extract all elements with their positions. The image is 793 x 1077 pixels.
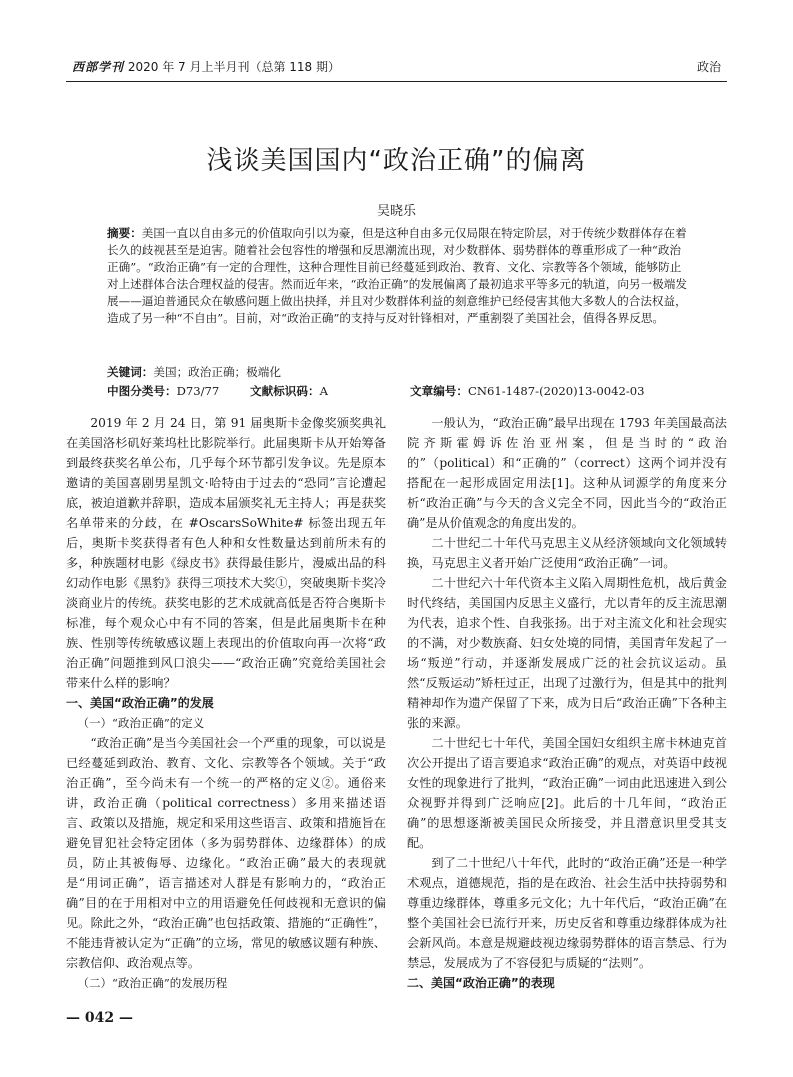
- paragraph: 一般认为，“政治正确”最早出现在 1793 年美国最高法院齐斯霍姆诉佐治亚州案，但是当时的“政治的”（political）和“正确的”（correct）这两个词并没有搭配在一起形成固定用法[1]。这种从词源学的角度来分析“政治正确”与今天的含义完全不同，因此当今的“政治正确”是从价值观念的角度出发的。: [407, 416, 727, 530]
- paragraph: 二十世纪二十年代马克思主义从经济领域向文化领域转换，马克思主义者开始广泛使用“政治正确”一词。: [407, 536, 727, 570]
- paragraph: “政治正确”是当今美国社会一个严重的现象，可以说是已经蔓延到政治、教育、文化、宗教等各个领域。关于“政治正确”，至今尚未有一个统一的严格的定义②。通俗来讲，政治正确（political correctness）多用来描述语言、政策以及措施，规定和采用这些语言、政策和措施旨在避免冒犯社会特定团体（多为弱势群体、边缘群体）的成员，防止其被侮辱、边缘化。“政治正确”最大的表现就是“用词正确”，语言描述对人群是有影响力的，“政治正确”目的在于用相对中立的用语避免任何歧视和无意识的偏见。除此之外，“政治正确”也包括政策、措施的“正确性”，不能违背被认定为“正确”的立场，常见的敏感议题有种族、宗教信仰、政治观点等。: [66, 736, 386, 970]
- subsection-heading: （一）“政治正确”的定义: [77, 716, 205, 730]
- keywords: [107, 364, 281, 380]
- section-label: 政治: [696, 60, 721, 74]
- paragraph: 二十世纪六十年代资本主义陷入周期性危机，战后黄金时代终结，美国国内反思主义盛行，尤以青年的反主流思潮为代表，追求个性、自我张扬。出于对主流文化和社会现实的不满，对少数族裔、妇女处境的同情，美国青年发起了一场“叛逆”行动，并逐渐发展成广泛的社会抗议运动。虽然“反叛运动”矫枉过正，出现了过激行为，但是其中的批判精神却作为遗产保留了下来，成为日后“政治正确”下各种主张的来源。: [407, 576, 727, 730]
- page-number: — 042 —: [66, 1010, 133, 1026]
- clc: [107, 383, 219, 399]
- journal-issue: 2020 年 7 月上半月刊（总第 118 期）: [127, 60, 340, 74]
- paragraph: 2019 年 2 月 24 日，第 91 届奥斯卡金像奖颁奖典礼在美国洛杉矶好莱坞杜比影院举行。此届奥斯卡从开始筹备到最终获奖名单公布，几乎每个环节都引发争议。先是原本邀请的美国喜剧男星凯文·哈特由于过去的“恐同”言论遭起底，被迫道歉并辞职，造成本届颁奖礼无主持人；再是获奖名单带来的分歧，在 #OscarsSoWhite# 标签出现五年后，奥斯卡奖获得者有色人种和女性数量达到前所未有的多，种族题材电影《绿皮书》获得最佳影片，漫威出品的科幻动作电影《黑豹》获得三项技术大奖①，突破奥斯卡奖冷淡商业片的传统。获奖电影的艺术成就高低是否符合奥斯卡标准，每个观众心中有不同的答案，但是此届奥斯卡在种族、性别等传统敏感议题上表现出的价值取向再一次将“政治正确”问题推到风口浪尖——“政治正确”究竟给美国社会带来什么样的影响？: [66, 416, 386, 690]
- paragraph: 到了二十世纪八十年代，此时的“政治正确”还是一种学术观点，道德规范，指的是在政治、社会生活中扶持弱势和尊重边缘群体，尊重多元文化；九十年代后，“政治正确”在整个美国社会已流行开来，历史反省和尊重边缘群体成为社会新风尚。本意是规避歧视边缘弱势群体的语言禁忌、行为禁忌，发展成为了不容侵犯与质疑的“法则”。: [407, 856, 727, 970]
- section-heading: 二、美国“政治正确”的表现: [407, 976, 555, 990]
- abstract: [107, 225, 687, 327]
- article-author: 吴晓乐: [376, 204, 416, 219]
- paragraph: 二十世纪七十年代，美国全国妇女组织主席卡林迪克首次公开提出了语言要追求“政治正确”的观点，对英语中歧视女性的现象进行了批判，“政治正确”一词由此迅速进入到公众视野并得到广泛响应[2]。此后的十几年间，“政治正确”的思想逐渐被美国民众所接受，并且潜意识里受其支配。: [407, 736, 727, 850]
- article-number-label: 文章编号：: [410, 384, 468, 398]
- doc-code: [250, 383, 328, 399]
- article-number: [410, 383, 645, 399]
- doc-code-value: A: [319, 384, 328, 398]
- abstract-text: 美国一直以自由多元的价值取向引以为豪，但是这种自由多元仅局限在特定阶层，对于传统少数群体存在着长久的歧视甚至是迫害。随着社会包容性的增强和反思潮流出现，对少数群体、弱势群体的尊重形成了一种“政治正确”。“政治正确”有一定的合理性，这种合理性目前已经蔓延到政治、教育、文化、宗教等各个领域，能够防止对上述群体合法合理权益的侵害。然而近年来，“政治正确”的发展偏离了最初追求平等多元的轨道，向另一极端发展——逼迫普通民众在敏感问题上做出抉择，并且对少数群体利益的刻意维护已经侵害其他大多数人的合法权益，造成了另一种“不自由”。目前，对“政治正确”的支持与反对针锋相对，严重割裂了美国社会，值得各界反思。: [107, 226, 687, 325]
- article-number-value: CN61-1487-(2020)13-0042-03: [467, 384, 645, 398]
- running-header: [72, 58, 721, 82]
- keywords-text: 美国；政治正确；极端化: [153, 365, 281, 379]
- abstract-label: 摘要：: [107, 226, 142, 240]
- section-heading: 一、美国“政治正确”的发展: [66, 696, 214, 710]
- article-title: 浅谈美国国内“政治正确”的偏离: [206, 146, 587, 176]
- journal-logo: 西部学刊: [72, 60, 125, 74]
- subsection-heading: （二）“政治正确”的发展历程: [77, 976, 228, 990]
- clc-label: 中图分类号：: [107, 384, 177, 398]
- journal-info: [72, 58, 340, 75]
- keywords-label: 关键词：: [107, 365, 154, 379]
- clc-value: D73/77: [176, 384, 220, 398]
- right-column: [407, 413, 727, 993]
- left-column: [66, 413, 386, 993]
- doc-code-label: 文献标识码：: [250, 384, 320, 398]
- header-rule: [66, 81, 727, 82]
